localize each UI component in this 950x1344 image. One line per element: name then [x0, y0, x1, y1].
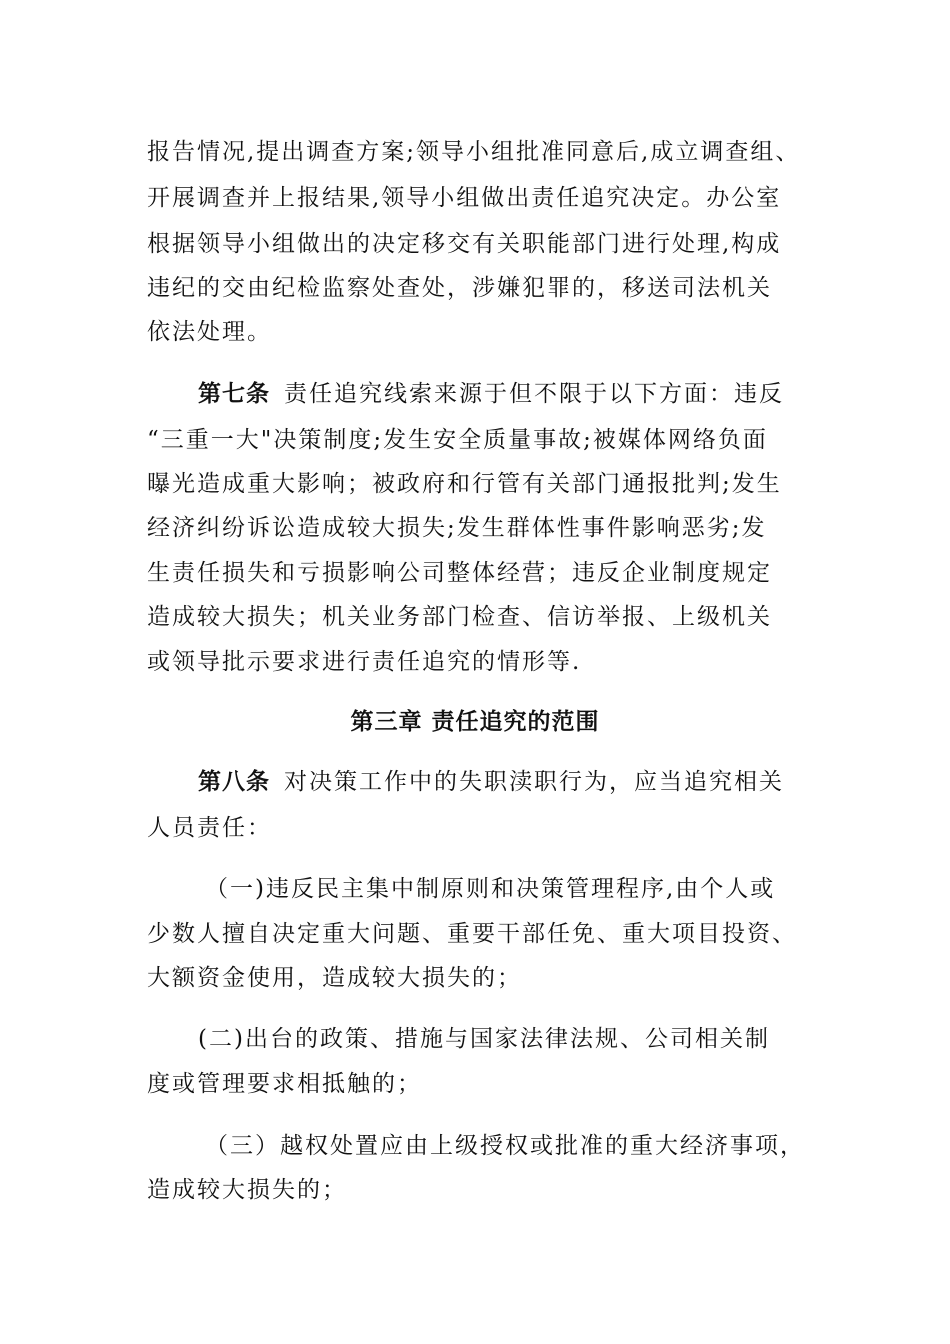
item-3-line: （三）越权处置应由上级授权或批准的重大经济事项， [205, 1133, 805, 1159]
item-1-line: 大额资金使用，造成较大损失的； [147, 965, 522, 991]
article-7-text: 责任追究线索来源于但不限于以下方面：违反 [284, 381, 784, 407]
item-1-line: （一)违反民主集中制原则和决策管理程序,由个人或 [205, 876, 776, 902]
item-2-line: 度或管理要求相抵触的； [147, 1071, 422, 1097]
item-2-line: (二)出台的政策、措施与国家法律法规、公司相关制 [198, 1026, 770, 1052]
item-1-line: 少数人擅自决定重大问题、重要干部任免、重大项目投资、 [147, 921, 797, 947]
item-3-line: 造成较大损失的； [147, 1177, 347, 1203]
article-8-label: 第八条 [198, 769, 270, 795]
paragraph-line: 根据领导小组做出的决定移交有关职能部门进行处理,构成 [147, 231, 782, 257]
paragraph-line: 违纪的交由纪检监察处查处，涉嫌犯罪的，移送司法机关 [147, 275, 772, 301]
article-8-text: 对决策工作中的失职渎职行为，应当追究相关 [284, 769, 784, 795]
article-7-first-line [198, 378, 878, 410]
chapter-heading: 第三章 责任追究的范围 [350, 709, 600, 735]
paragraph-line: 开展调查并上报结果,领导小组做出责任追究决定。办公室 [147, 185, 782, 211]
article-7-line: 经济纠纷诉讼造成较大损失;发生群体性事件影响恶劣;发 [147, 515, 767, 541]
article-7-line: 或领导批示要求进行责任追究的情形等. [147, 649, 582, 675]
paragraph-line: 报告情况,提出调查方案;领导小组批准同意后,成立调查组、 [147, 139, 801, 165]
article-7-label: 第七条 [198, 381, 270, 407]
article-7-line: 生责任损失和亏损影响公司整体经营；违反企业制度规定 [147, 560, 772, 586]
article-7-line: 造成较大损失；机关业务部门检查、信访举报、上级机关 [147, 604, 772, 630]
article-7-line: “三重一大"决策制度;发生安全质量事故;被媒体网络负面 [147, 427, 768, 453]
article-7-line: 曝光造成重大影响；被政府和行管有关部门通报批判;发生 [147, 471, 782, 497]
article-8-line: 人员责任： [147, 815, 272, 841]
paragraph-line: 依法处理。 [147, 319, 272, 345]
article-8-first-line [198, 766, 878, 798]
